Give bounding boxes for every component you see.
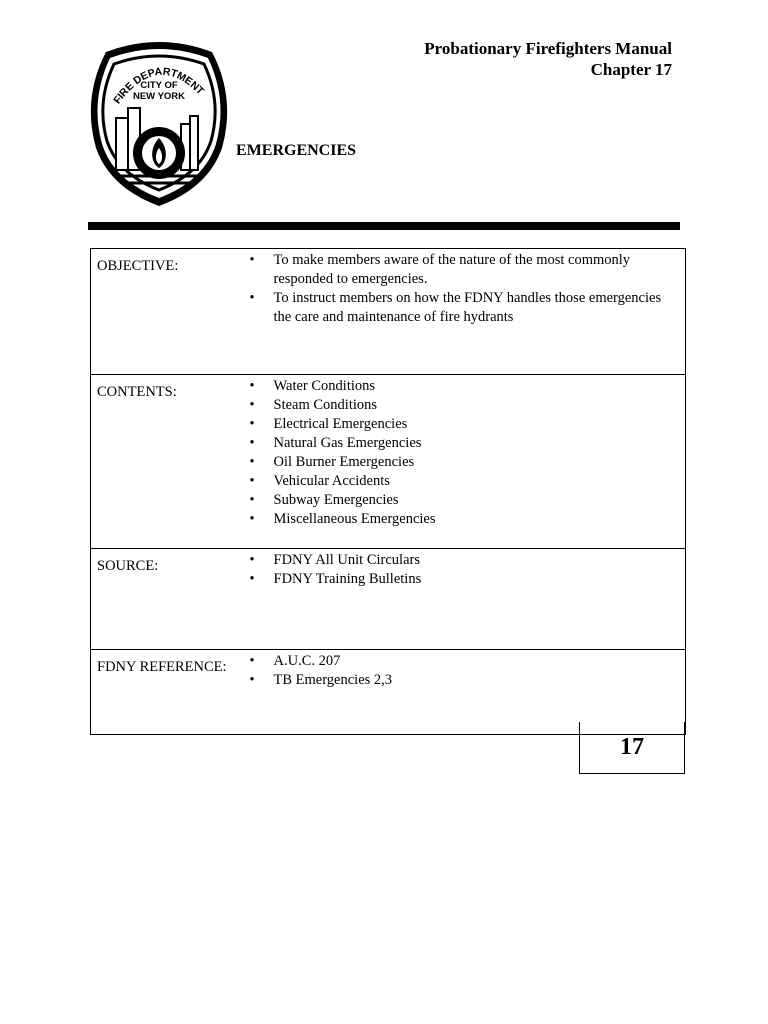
list-item: • Miscellaneous Emergencies [242,510,682,529]
list-item: • To instruct members on how the FDNY handles those emergencies the care and maintenance of fire hydrants [242,289,682,327]
list-item: • To make members aware of the nature of the most commonly responded to emergencies. [242,251,682,289]
row-values-contents [242,375,686,549]
row-values-source [242,549,686,650]
list-item: • Oil Burner Emergencies [242,453,682,472]
logo-city-line2: NEW YORK [132,91,186,102]
logo-arc-text: FIRE DEPARTMENT [111,65,207,107]
chapter-info-table [90,248,686,735]
table-row [91,549,686,650]
chapter-number-box: 17 [579,722,685,774]
section-title: EMERGENCIES [236,142,357,159]
table-row [91,249,686,375]
chapter-label: Chapter 17 [590,60,672,79]
row-label-objective: OBJECTIVE: [91,249,242,375]
logo-city-line1: CITY OF [140,80,178,91]
list-item: • A.U.C. 207 [242,652,682,671]
list-item: • FDNY All Unit Circulars [242,551,682,570]
list-item: • Steam Conditions [242,396,682,415]
list-item: • Water Conditions [242,377,682,396]
table-row [91,375,686,549]
list-item: • Subway Emergencies [242,491,682,510]
manual-title: Probationary Firefighters Manual [424,39,672,58]
list-item: • Vehicular Accidents [242,472,682,491]
header-divider [88,222,680,230]
list-item: • TB Emergencies 2,3 [242,671,682,690]
row-label-fdny-reference: FDNY REFERENCE: [91,650,242,735]
row-label-source: SOURCE: [91,549,242,650]
row-label-contents: CONTENTS: [91,375,242,549]
list-item: • Natural Gas Emergencies [242,434,682,453]
list-item: • Electrical Emergencies [242,415,682,434]
document-header [424,38,672,80]
fdny-shield-logo [86,38,232,208]
list-item: • FDNY Training Bulletins [242,570,682,589]
row-values-objective [242,249,686,375]
